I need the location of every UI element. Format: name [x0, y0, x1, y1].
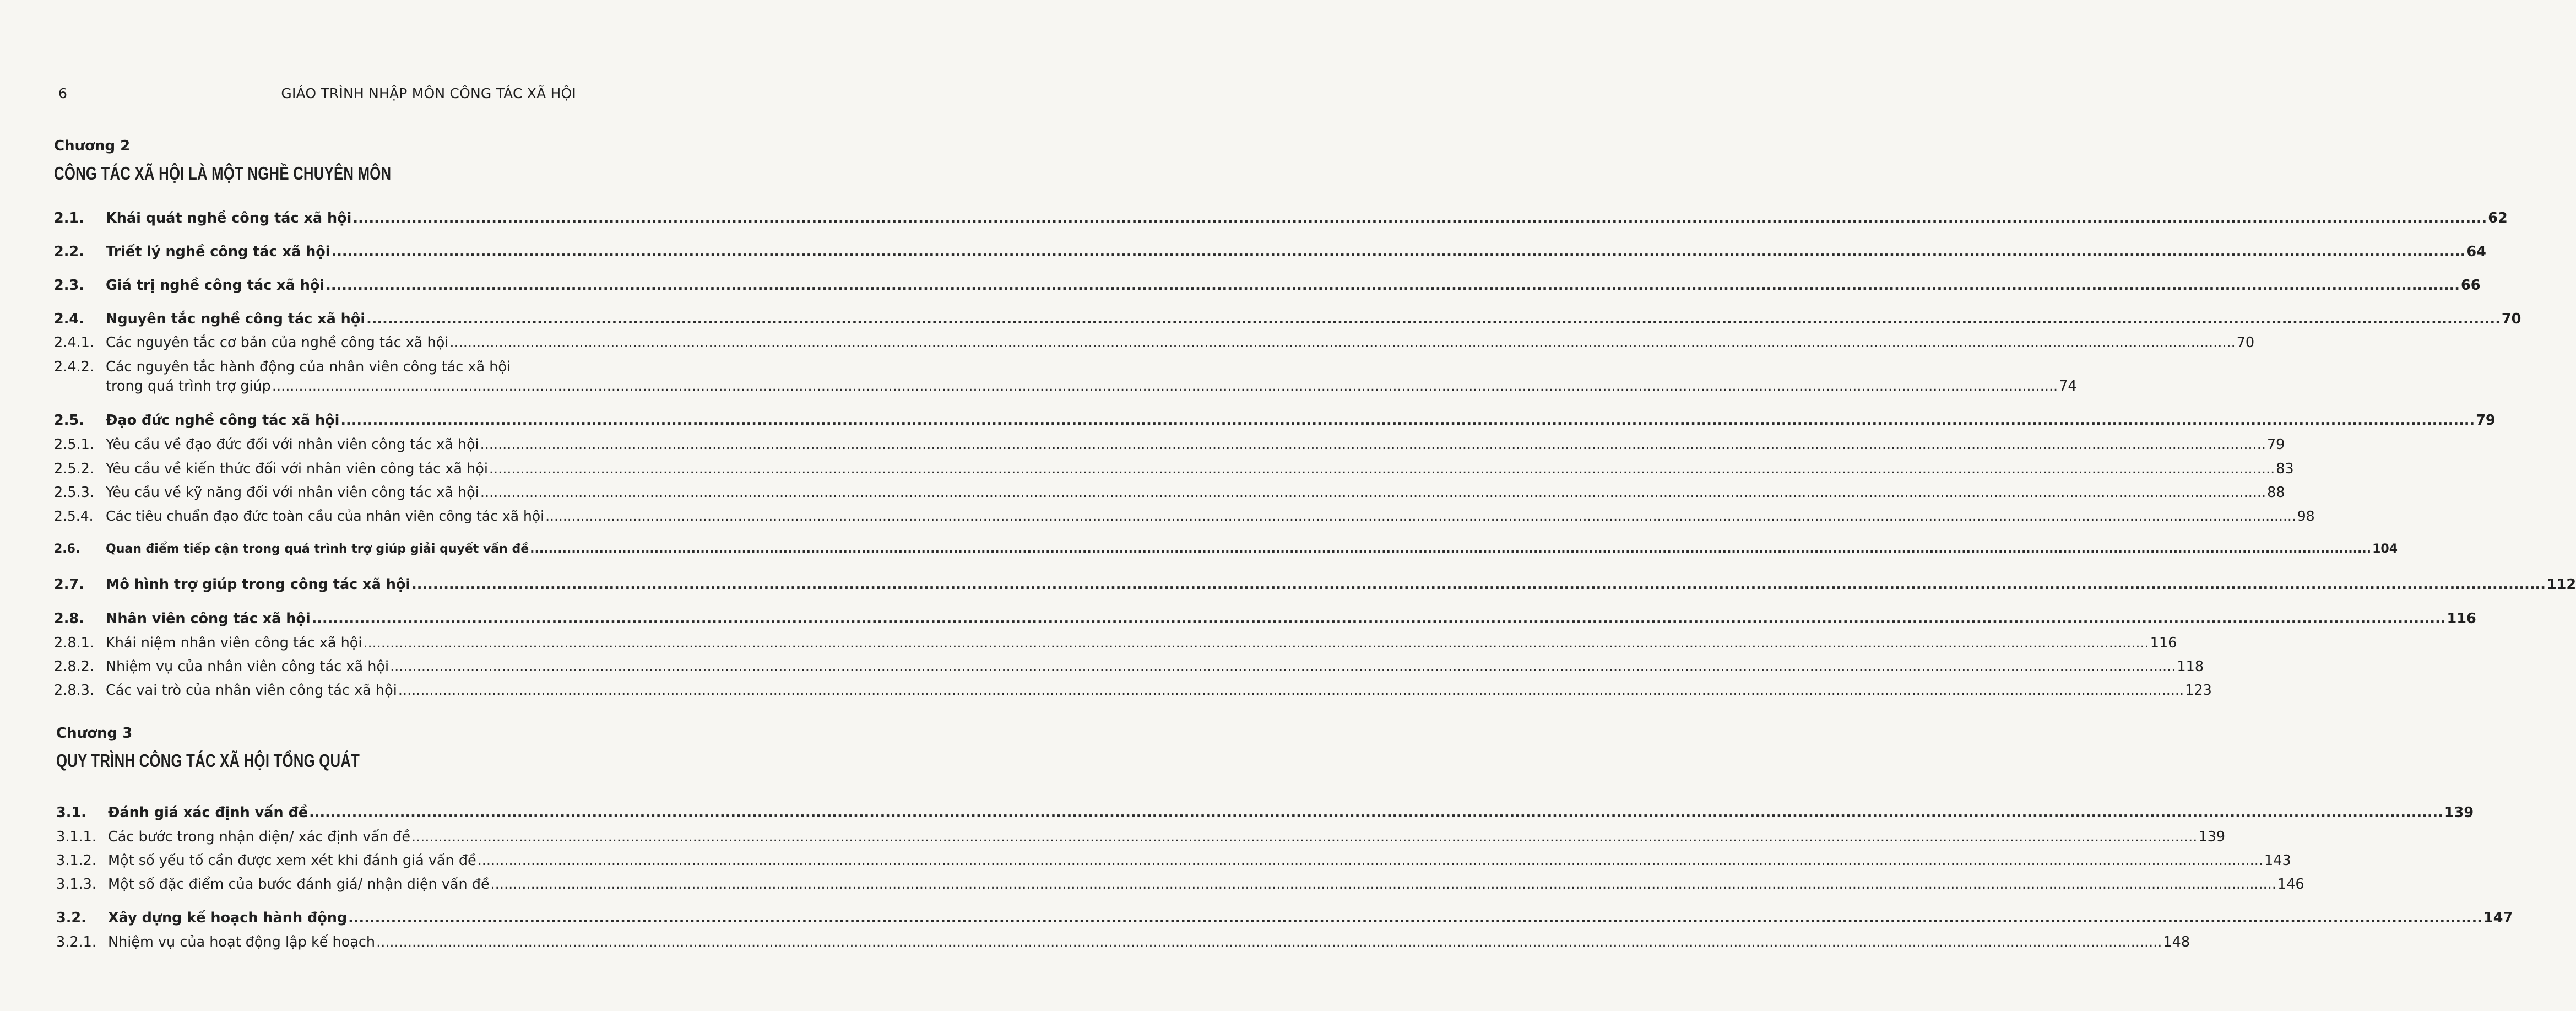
toc-entry [54, 682, 2212, 699]
toc-entry-number: 2.8. [54, 610, 84, 627]
dot-leader: ................................................................................................................................................................................................................................................................................................................................................................................................................ [326, 277, 2460, 294]
chapter-2-title: CÔNG TÁC XÃ HỘI LÀ MỘT NGHỀ CHUYÊN MÔN [54, 163, 392, 183]
toc-entry-page: 116 [2150, 635, 2177, 651]
toc-entry [56, 804, 2474, 821]
toc-entry-title: Đánh giá xác định vấn đề [108, 804, 308, 821]
toc-entry-title: Mô hình trợ giúp trong công tác xã hội [106, 576, 411, 593]
toc-entry-number: 2.4.2. [54, 359, 94, 375]
toc-entry-title: Giá trị nghề công tác xã hội [106, 277, 325, 294]
toc-entry-title: Các nguyên tắc hành động của nhân viên công tác xã hội [106, 359, 511, 375]
toc-entry [56, 876, 2304, 893]
toc-entry-number: 2.8.1. [54, 635, 94, 651]
dot-leader: ................................................................................................................................................................................................................................................................................................................................................................................................................ [411, 829, 2198, 845]
page-number: 6 [58, 85, 67, 101]
toc-entry-title: Nguyên tắc nghề công tác xã hội [106, 311, 366, 327]
toc-entry-title: Các nguyên tắc cơ bản của nghề công tác xã hội [106, 334, 449, 351]
toc-entry-page: 147 [2483, 910, 2513, 926]
toc-entry-title: Nhiệm vụ của nhân viên công tác xã hội [106, 658, 389, 675]
toc-entry-title: Một số yếu tố cần được xem xét khi đánh giá vấn đề [108, 852, 476, 869]
dot-leader: ................................................................................................................................................................................................................................................................................................................................................................................................................ [480, 484, 2266, 501]
toc-entry-page: 118 [2177, 658, 2204, 675]
toc-entry-page: 66 [2460, 277, 2481, 294]
dot-leader: ................................................................................................................................................................................................................................................................................................................................................................................................................ [363, 635, 2149, 651]
toc-entry-page: 74 [2059, 378, 2077, 394]
toc-entry [54, 311, 2521, 327]
toc-entry-number: 3.2.1. [56, 934, 96, 950]
toc-entry-continuation [106, 378, 2077, 394]
dot-leader: ................................................................................................................................................................................................................................................................................................................................................................................................................ [366, 311, 2501, 327]
dot-leader: ................................................................................................................................................................................................................................................................................................................................................................................................................ [340, 412, 2475, 429]
toc-entry-number: 2.5.3. [54, 484, 94, 501]
toc-entry-page: 146 [2277, 876, 2304, 893]
toc-entry [54, 359, 574, 375]
toc-entry-number: 2.1. [54, 210, 84, 226]
dot-leader: ................................................................................................................................................................................................................................................................................................................................................................................................................ [398, 682, 2184, 699]
toc-entry [54, 542, 2398, 556]
toc-entry-title: Khái quát nghề công tác xã hội [106, 210, 352, 226]
toc-entry [54, 412, 2496, 429]
toc-entry-number: 2.7. [54, 576, 84, 593]
toc-entry-number: 2.3. [54, 277, 84, 294]
dot-leader: ................................................................................................................................................................................................................................................................................................................................................................................................................ [490, 876, 2276, 893]
toc-entry-title: Các tiêu chuẩn đạo đức toàn cầu của nhân viên công tác xã hội [106, 508, 545, 524]
toc-entry-number: 2.5.2. [54, 461, 94, 477]
toc-entry [54, 436, 2285, 453]
dot-leader: ................................................................................................................................................................................................................................................................................................................................................................................................................ [390, 658, 2176, 675]
toc-entry-page: 148 [2163, 934, 2190, 950]
toc-entry-number: 2.2. [54, 244, 84, 260]
toc-entry [54, 635, 2177, 651]
toc-entry-number: 2.8.3. [54, 682, 94, 699]
toc-entry-page: 116 [2447, 610, 2476, 627]
toc-entry-page: 139 [2444, 804, 2474, 821]
toc-entry-page: 83 [2276, 461, 2294, 477]
toc-entry-page: 79 [2266, 436, 2285, 453]
dot-leader: ................................................................................................................................................................................................................................................................................................................................................................................................................ [545, 508, 2296, 524]
toc-entry-number: 3.1.2. [56, 852, 96, 869]
toc-entry [56, 910, 2513, 926]
dot-leader: ................................................................................................................................................................................................................................................................................................................................................................................................................ [530, 542, 2372, 556]
toc-entry-number: 3.1.1. [56, 829, 96, 845]
toc-entry [56, 852, 2291, 869]
chapter-2-label: Chương 2 [54, 138, 131, 154]
dot-leader: ................................................................................................................................................................................................................................................................................................................................................................................................................ [331, 244, 2466, 260]
toc-entry-title: Một số đặc điểm của bước đánh giá/ nhận diện vấn đề [108, 876, 490, 893]
toc-entry-number: 2.6. [54, 542, 80, 556]
toc-entry-title: Quan điểm tiếp cận trong quá trình trợ giúp giải quyết vấn đề [106, 542, 529, 556]
toc-entry-page: 88 [2267, 484, 2285, 501]
toc-entry-number: 2.4. [54, 311, 84, 327]
toc-entry-number: 2.5. [54, 412, 84, 429]
toc-entry [54, 484, 2285, 501]
toc-entry-title: Các bước trong nhận diện/ xác định vấn đề [108, 829, 411, 845]
dot-leader: ................................................................................................................................................................................................................................................................................................................................................................................................................ [348, 910, 2482, 926]
toc-entry [54, 610, 2476, 627]
dot-leader: ................................................................................................................................................................................................................................................................................................................................................................................................................ [411, 576, 2546, 593]
toc-entry [54, 658, 2204, 675]
toc-entry-number: 2.5.1. [54, 436, 94, 453]
toc-entry-page: 62 [2488, 210, 2508, 226]
toc-entry-page: 112 [2546, 576, 2576, 593]
toc-entry-page: 70 [2501, 311, 2521, 327]
toc-entry-page: 98 [2297, 508, 2315, 524]
toc-entry-page: 79 [2476, 412, 2496, 429]
dot-leader: ................................................................................................................................................................................................................................................................................................................................................................................................................ [309, 804, 2443, 821]
toc-entry [54, 244, 2486, 260]
dot-leader: ................................................................................................................................................................................................................................................................................................................................................................................................................ [352, 210, 2487, 226]
dot-leader: ................................................................................................................................................................................................................................................................................................................................................................................................................ [376, 934, 2162, 950]
toc-entry-page: 70 [2236, 334, 2255, 351]
toc-entry [54, 334, 2255, 351]
toc-entry-number: 3.1. [56, 804, 86, 821]
toc-entry [54, 461, 2294, 477]
toc-entry-title: Yêu cầu về đạo đức đối với nhân viên công tác xã hội [106, 436, 479, 453]
dot-leader: ................................................................................................................................................................................................................................................................................................................................................................................................................ [449, 334, 2236, 351]
toc-entry-number: 2.5.4. [54, 508, 94, 524]
toc-entry-title-continued: trong quá trình trợ giúp [106, 378, 271, 394]
running-header [53, 80, 576, 105]
toc-entry-title: Nhiệm vụ của hoạt động lập kế hoạch [108, 934, 376, 950]
running-title: GIÁO TRÌNH NHẬP MÔN CÔNG TÁC XÃ HỘI [281, 85, 576, 101]
toc-entry [56, 934, 2190, 950]
toc-entry-number: 2.4.1. [54, 334, 94, 351]
toc-entry-page: 139 [2198, 829, 2226, 845]
toc-entry-title: Các vai trò của nhân viên công tác xã hội [106, 682, 397, 699]
toc-entry-title: Nhân viên công tác xã hội [106, 610, 311, 627]
toc-entry [54, 277, 2481, 294]
toc-entry-page: 104 [2372, 542, 2398, 556]
toc-entry [54, 508, 2315, 524]
toc-entry [54, 576, 2576, 593]
toc-entry-title: Yêu cầu về kỹ năng đối với nhân viên công tác xã hội [106, 484, 479, 501]
toc-entry-page: 143 [2264, 852, 2291, 869]
dot-leader: ................................................................................................................................................................................................................................................................................................................................................................................................................ [272, 378, 2058, 394]
toc-entry-title: Đạo đức nghề công tác xã hội [106, 412, 340, 429]
dot-leader: ................................................................................................................................................................................................................................................................................................................................................................................................................ [480, 436, 2266, 453]
toc-entry-title: Khái niệm nhân viên công tác xã hội [106, 635, 362, 651]
toc-entry-number: 2.8.2. [54, 658, 94, 675]
dot-leader: ................................................................................................................................................................................................................................................................................................................................................................................................................ [477, 852, 2263, 869]
toc-entry-page: 64 [2466, 244, 2486, 260]
chapter-3-title: QUY TRÌNH CÔNG TÁC XÃ HỘI TỔNG QUÁT [56, 750, 360, 771]
chapter-3-label: Chương 3 [56, 725, 133, 742]
toc-entry [56, 829, 2226, 845]
toc-entry [54, 210, 2508, 226]
toc-entry-number: 3.1.3. [56, 876, 96, 893]
toc-entry-title: Triết lý nghề công tác xã hội [106, 244, 330, 260]
dot-leader: ................................................................................................................................................................................................................................................................................................................................................................................................................ [311, 610, 2446, 627]
toc-entry-title: Xây dựng kế hoạch hành động [108, 910, 348, 926]
dot-leader: ................................................................................................................................................................................................................................................................................................................................................................................................................ [489, 461, 2275, 477]
toc-entry-number: 3.2. [56, 910, 86, 926]
toc-entry-page: 123 [2185, 682, 2212, 699]
toc-entry-title: Yêu cầu về kiến thức đối với nhân viên công tác xã hội [106, 461, 488, 477]
